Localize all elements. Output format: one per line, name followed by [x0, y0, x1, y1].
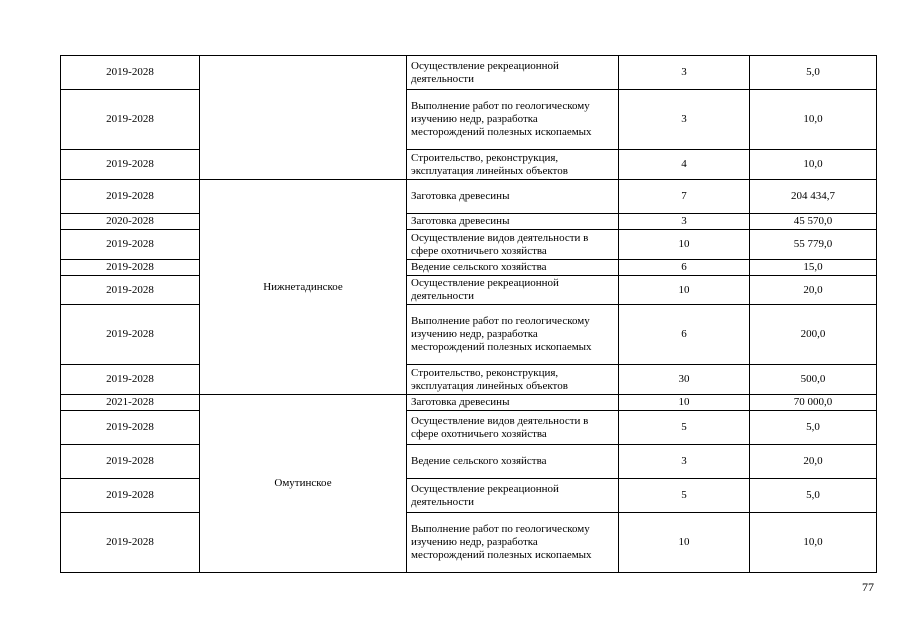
- count-cell: 7: [619, 180, 750, 214]
- period-cell: 2019-2028: [61, 90, 200, 150]
- table-row: [61, 214, 877, 230]
- table-row: [61, 479, 877, 513]
- activity-cell: Строительство, реконструкция, эксплуатация линейных объектов: [407, 365, 619, 395]
- activity-cell: Заготовка древесины: [407, 214, 619, 230]
- activity-cell: Выполнение работ по геологическому изучению недр, разработка месторождений полезных ископаемых: [407, 513, 619, 573]
- value-cell: 204 434,7: [750, 180, 877, 214]
- period-cell: 2019-2028: [61, 230, 200, 260]
- table-row: [61, 411, 877, 445]
- count-cell: 3: [619, 90, 750, 150]
- activity-cell: Осуществление рекреационной деятельности: [407, 56, 619, 90]
- count-cell: 5: [619, 411, 750, 445]
- count-cell: 4: [619, 150, 750, 180]
- period-cell: 2019-2028: [61, 56, 200, 90]
- activity-cell: Строительство, реконструкция, эксплуатация линейных объектов: [407, 150, 619, 180]
- activity-cell: Ведение сельского хозяйства: [407, 260, 619, 276]
- count-cell: 30: [619, 365, 750, 395]
- table-row: [61, 513, 877, 573]
- count-cell: 5: [619, 479, 750, 513]
- period-cell: 2020-2028: [61, 214, 200, 230]
- value-cell: 500,0: [750, 365, 877, 395]
- value-cell: 10,0: [750, 513, 877, 573]
- value-cell: 5,0: [750, 479, 877, 513]
- period-cell: 2019-2028: [61, 365, 200, 395]
- activity-cell: Осуществление рекреационной деятельности: [407, 479, 619, 513]
- count-cell: 3: [619, 56, 750, 90]
- table-row: [61, 305, 877, 365]
- value-cell: 200,0: [750, 305, 877, 365]
- count-cell: 3: [619, 445, 750, 479]
- count-cell: 6: [619, 260, 750, 276]
- value-cell: 20,0: [750, 445, 877, 479]
- activity-cell: Осуществление видов деятельности в сфере охотничьего хозяйства: [407, 230, 619, 260]
- activity-cell: Заготовка древесины: [407, 395, 619, 411]
- value-cell: 55 779,0: [750, 230, 877, 260]
- table-row: [61, 90, 877, 150]
- table-row: [61, 260, 877, 276]
- table-row: [61, 150, 877, 180]
- table-row: [61, 56, 877, 90]
- activity-cell: Заготовка древесины: [407, 180, 619, 214]
- value-cell: 5,0: [750, 56, 877, 90]
- count-cell: 3: [619, 214, 750, 230]
- value-cell: 5,0: [750, 411, 877, 445]
- activity-cell: Ведение сельского хозяйства: [407, 445, 619, 479]
- period-cell: 2019-2028: [61, 260, 200, 276]
- period-cell: 2019-2028: [61, 445, 200, 479]
- activity-cell: Осуществление рекреационной деятельности: [407, 276, 619, 305]
- value-cell: 10,0: [750, 150, 877, 180]
- area-cell: Нижнетадинское: [200, 180, 407, 395]
- activity-cell: Выполнение работ по геологическому изучению недр, разработка месторождений полезных ископаемых: [407, 305, 619, 365]
- period-cell: 2019-2028: [61, 479, 200, 513]
- activity-cell: Выполнение работ по геологическому изучению недр, разработка месторождений полезных ископаемых: [407, 90, 619, 150]
- value-cell: 20,0: [750, 276, 877, 305]
- period-cell: 2019-2028: [61, 411, 200, 445]
- period-cell: 2019-2028: [61, 276, 200, 305]
- period-cell: 2019-2028: [61, 305, 200, 365]
- table-row: [61, 276, 877, 305]
- table-row: [61, 365, 877, 395]
- count-cell: 6: [619, 305, 750, 365]
- value-cell: 15,0: [750, 260, 877, 276]
- period-cell: 2021-2028: [61, 395, 200, 411]
- area-cell: Омутинское: [200, 395, 407, 573]
- count-cell: 10: [619, 276, 750, 305]
- forestry-table: [60, 55, 877, 573]
- count-cell: 10: [619, 395, 750, 411]
- period-cell: 2019-2028: [61, 513, 200, 573]
- activity-cell: Осуществление видов деятельности в сфере охотничьего хозяйства: [407, 411, 619, 445]
- table-row: [61, 445, 877, 479]
- period-cell: 2019-2028: [61, 150, 200, 180]
- value-cell: 45 570,0: [750, 214, 877, 230]
- table-row: [61, 180, 877, 214]
- table-row: [61, 395, 877, 411]
- area-cell-continued: [200, 56, 407, 180]
- count-cell: 10: [619, 513, 750, 573]
- value-cell: 70 000,0: [750, 395, 877, 411]
- count-cell: 10: [619, 230, 750, 260]
- table-row: [61, 230, 877, 260]
- value-cell: 10,0: [750, 90, 877, 150]
- page-number: 77: [862, 580, 874, 594]
- period-cell: 2019-2028: [61, 180, 200, 214]
